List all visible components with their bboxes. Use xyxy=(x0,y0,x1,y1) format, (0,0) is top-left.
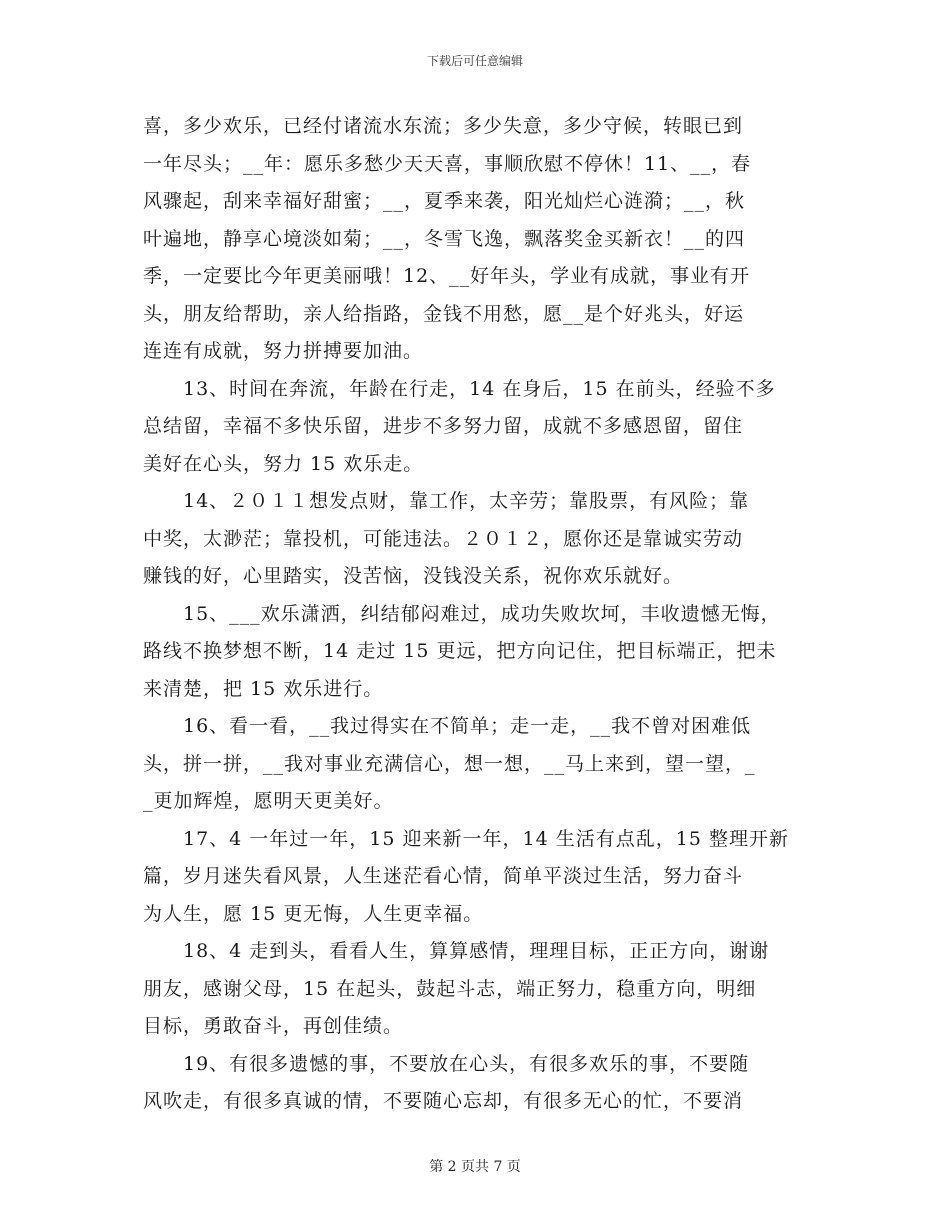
text-line: 风吹走，有很多真诚的情，不要随心忘却，有很多无心的忙，不要消 xyxy=(143,1090,744,1112)
text-line: 朋友，感谢父母，15 在起头，鼓起斗志，端正努力，稳重方向，明细 xyxy=(143,977,757,1000)
text-line: 19、有很多遗憾的事，不要放在心头，有很多欢乐的事，不要随 xyxy=(183,1052,750,1075)
paragraph-16 xyxy=(143,708,805,821)
text-line: 头，朋友给帮助，亲人给指路，金钱不用愁，愿__是个好兆头，好运 xyxy=(143,302,745,325)
text-line: 来清楚，把 15 欢乐进行。 xyxy=(143,677,384,700)
document-body xyxy=(143,108,805,1121)
text-line: 总结留，幸福不多快乐留，进步不多努力留，成就不多感恩留，留住 xyxy=(143,415,744,437)
text-line: 篇，岁月迷失看风景，人生迷茫看心情，简单平淡过生活，努力奋斗 xyxy=(143,865,744,887)
text-line: 头，拼一拼，__我对事业充满信心，想一想，__马上来到，望一望，_ xyxy=(143,752,756,775)
text-line: 18、4 走到头，看看人生，算算感情，理理目标，正正方向，谢谢 xyxy=(183,940,770,962)
text-line: 15、___欢乐潇洒，纠结郁闷难过，成功失败坎坷，丰收遗憾无悔， xyxy=(183,602,781,625)
text-line: _更加辉煌，愿明天更美好。 xyxy=(143,790,394,812)
text-line: 赚钱的好，心里踏实，没苦恼，没钱没关系，祝你欢乐就好。 xyxy=(143,565,684,587)
text-line: 连连有成就，努力拼搏要加油。 xyxy=(143,340,424,362)
text-line: 叶遍地，静享心境淡如菊；__，冬雪飞逸，飘落奖金买新衣！__的四 xyxy=(143,227,746,250)
text-line: 美好在心头，努力 15 欢乐走。 xyxy=(143,452,424,475)
text-line: 路线不换梦想不断，14 走过 15 更远，把方向记住，把目标端正，把未 xyxy=(143,640,777,662)
text-line: 风骤起，刮来幸福好甜蜜；__，夏季来袭，阳光灿烂心涟漪；__，秋 xyxy=(143,190,746,212)
paragraph-14 xyxy=(143,483,805,596)
text-line: 16、看一看，__我过得实在不简单；走一走，__我不曾对困难低 xyxy=(183,715,752,737)
text-line: 喜，多少欢乐，已经付诸流水东流；多少失意，多少守候，转眼已到 xyxy=(143,115,744,137)
page-footer: 第 2 页共 7 页 xyxy=(429,1159,521,1175)
paragraph-17 xyxy=(143,821,805,934)
text-line: 中奖，太渺茫；靠投机，可能违法。２０１２，愿你还是靠诚实劳动 xyxy=(143,527,744,550)
paragraph-15 xyxy=(143,596,805,709)
paragraph-continuation xyxy=(143,108,805,371)
text-line: 季，一定要比今年更美丽哦！12、__好年头，学业有成就，事业有开 xyxy=(143,265,751,287)
text-line: 为人生，愿 15 更无悔，人生更幸福。 xyxy=(143,902,484,925)
paragraph-18 xyxy=(143,933,805,1046)
paragraph-19 xyxy=(143,1046,805,1121)
text-line: 14、２０１１想发点财，靠工作，太辛劳；靠股票，有风险；靠 xyxy=(183,490,750,512)
text-line: 17、4 一年过一年，15 迎来新一年，14 生活有点乱，15 整理开新 xyxy=(183,827,789,850)
page-header: 下载后可任意编辑 xyxy=(426,54,523,68)
text-line: 目标，勇敢奋斗，再创佳绩。 xyxy=(143,1015,404,1037)
text-line: 一年尽头；__年：愿乐多愁少天天喜，事顺欣慰不停休！11、__，春 xyxy=(143,152,752,175)
text-line: 13、时间在奔流，年龄在行走，14 在身后，15 在前头，经验不多 xyxy=(183,377,776,400)
paragraph-13 xyxy=(143,371,805,484)
